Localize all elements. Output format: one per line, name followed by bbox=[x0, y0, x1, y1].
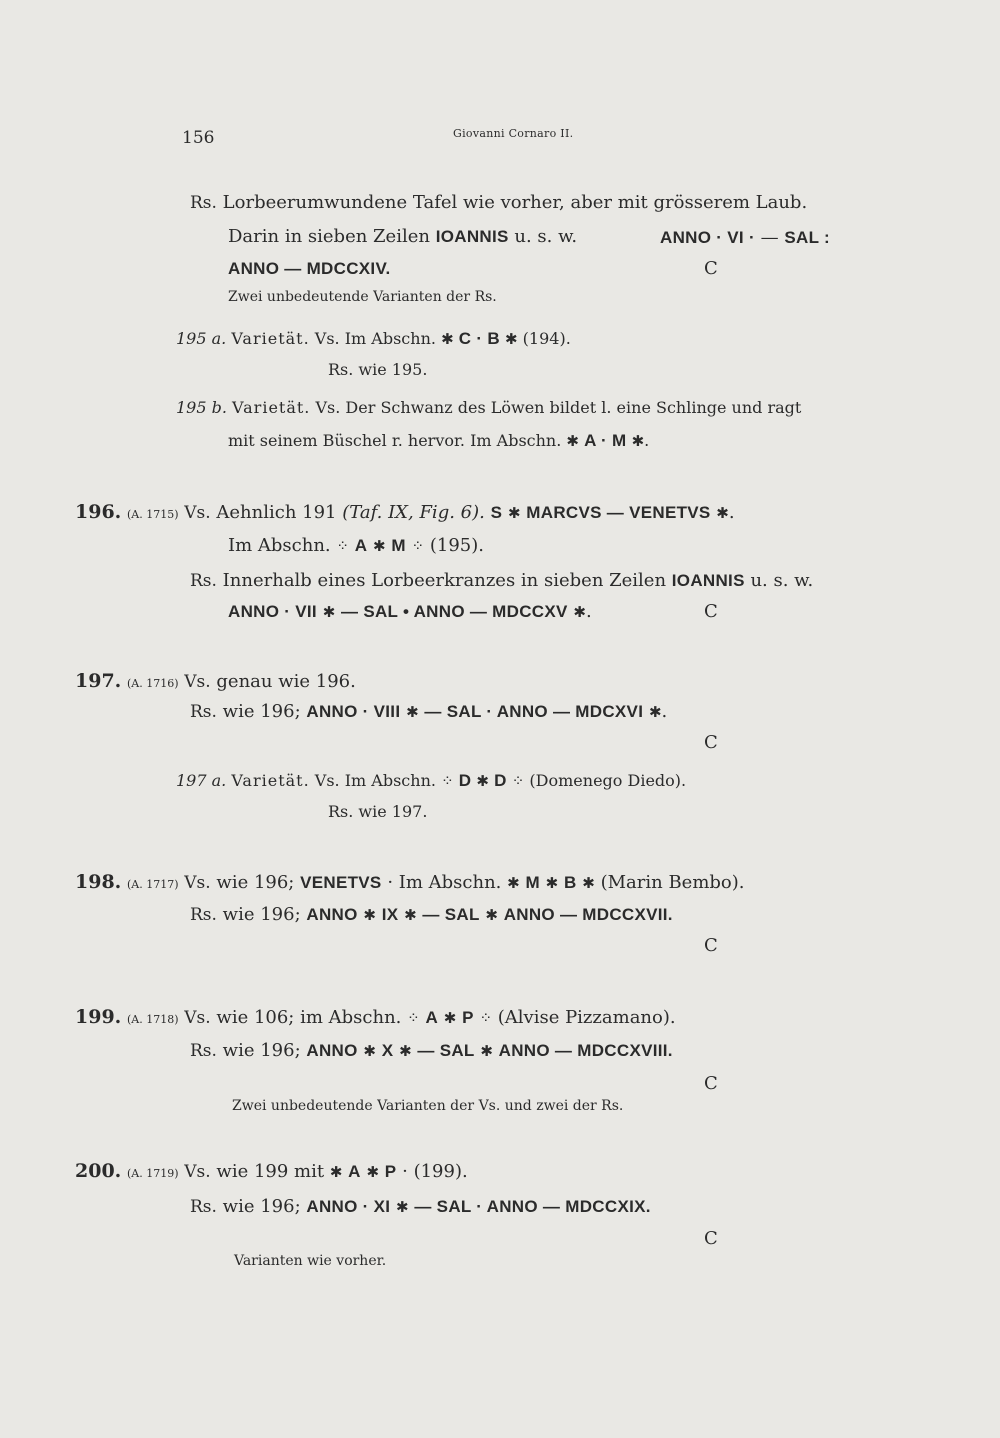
variety-label: Varietät. bbox=[232, 398, 311, 417]
entry-year: (A. 1719) bbox=[127, 1167, 179, 1180]
dots-icon: ⁘ bbox=[411, 537, 425, 555]
note: Zwei unbedeutende Varianten der Rs. bbox=[228, 289, 497, 305]
text: wie 106; im Abschn. bbox=[216, 1007, 402, 1028]
legend: — SAL · ANNO — MDCCXIX. bbox=[414, 1197, 651, 1216]
note: Varianten wie vorher. bbox=[234, 1253, 387, 1269]
star-icon: ✱ bbox=[566, 432, 579, 450]
legend: B bbox=[563, 873, 577, 892]
legend: ANNO — MDCCXVIII. bbox=[498, 1041, 673, 1060]
entry-year: (A. 1715) bbox=[127, 508, 179, 521]
star-icon: ✱ bbox=[480, 1042, 493, 1060]
legend: X bbox=[381, 1041, 394, 1060]
legend: ANNO bbox=[306, 905, 358, 924]
page-number: 156 bbox=[182, 128, 215, 148]
entry-number: 200. bbox=[75, 1160, 122, 1182]
punct: . bbox=[661, 701, 668, 722]
ref: (195). bbox=[429, 535, 484, 556]
rarity: C bbox=[704, 258, 718, 279]
rarity: C bbox=[704, 601, 718, 622]
dots-icon: ⁘ bbox=[479, 1009, 493, 1027]
legend: P bbox=[384, 1162, 397, 1181]
star-icon: ✱ bbox=[404, 906, 417, 924]
text: · Im Abschn. bbox=[387, 872, 502, 893]
legend: D bbox=[494, 771, 507, 790]
legend-ioannis: IOANNIS bbox=[671, 571, 745, 590]
punct: . bbox=[585, 601, 592, 622]
legend-sal: SAL : bbox=[784, 228, 830, 247]
entry-200-rs bbox=[190, 1198, 651, 1216]
rarity: C bbox=[704, 732, 718, 753]
entry-year: (A. 1716) bbox=[127, 677, 179, 690]
legend: ANNO — MDCCXVII. bbox=[503, 905, 673, 924]
entry-199 bbox=[75, 1008, 676, 1027]
text: Innerhalb eines Lorbeerkranzes in sieben Zeilen bbox=[222, 570, 667, 591]
reverse-description-line bbox=[190, 194, 807, 212]
text: u. s. w. bbox=[750, 570, 814, 591]
text: Vs. Im Abschn. bbox=[314, 329, 436, 348]
star-icon: ✱ bbox=[363, 1042, 376, 1060]
star-icon: ✱ bbox=[396, 1198, 409, 1216]
plate-ref: (Taf. IX, Fig. 6). bbox=[342, 502, 485, 523]
legend-ioannis: IOANNIS bbox=[435, 227, 509, 246]
rarity: C bbox=[704, 935, 718, 956]
entry-year: (A. 1718) bbox=[127, 1013, 179, 1026]
variety-197a bbox=[176, 772, 686, 789]
star-icon: ✱ bbox=[545, 874, 559, 892]
name: (Domenego Diedo). bbox=[529, 771, 687, 790]
vs-label: Vs. bbox=[184, 1162, 211, 1182]
star-icon: ✱ bbox=[363, 906, 376, 924]
entry-196-exergue bbox=[228, 537, 484, 555]
star-icon: ✱ bbox=[631, 432, 645, 450]
entry-198 bbox=[75, 873, 745, 892]
legend: C · B bbox=[458, 329, 500, 348]
star-icon: ✱ bbox=[476, 772, 489, 790]
rs-label: Rs. bbox=[190, 193, 217, 213]
legend: IX bbox=[381, 905, 399, 924]
star-icon: ✱ bbox=[573, 603, 586, 621]
entry-number: 199. bbox=[75, 1006, 122, 1028]
variety-195a-rs: Rs. wie 195. bbox=[328, 360, 428, 379]
rarity: C bbox=[704, 1228, 718, 1249]
entry-number: 195 a. bbox=[176, 329, 227, 348]
legend: — SAL bbox=[422, 905, 480, 924]
star-icon: ✱ bbox=[582, 874, 595, 892]
star-icon: ✱ bbox=[507, 504, 521, 522]
text: wie 196; bbox=[222, 1196, 301, 1217]
entry-197 bbox=[75, 672, 356, 691]
legend-date: ANNO — MDCCXIV. bbox=[228, 259, 391, 278]
variety-195b-cont bbox=[228, 432, 649, 449]
legend: VENETVS bbox=[300, 873, 382, 892]
rs-label: Rs. bbox=[190, 1041, 217, 1061]
star-icon: ✱ bbox=[716, 504, 729, 522]
dash: — bbox=[760, 227, 779, 248]
rarity: C bbox=[704, 1073, 718, 1094]
star-icon: ✱ bbox=[373, 537, 386, 555]
legend: S bbox=[490, 503, 503, 522]
punct: . bbox=[728, 502, 735, 523]
text: Vs. Im Abschn. bbox=[314, 771, 436, 790]
rs-label: Rs. bbox=[190, 702, 217, 722]
variety-label: Varietät. bbox=[231, 771, 310, 790]
legend-end bbox=[660, 229, 830, 247]
legend: — SAL • ANNO — MDCCXV bbox=[341, 602, 568, 621]
name: (Alvise Pizzamano). bbox=[497, 1007, 676, 1028]
variety-197a-rs: Rs. wie 197. bbox=[328, 802, 428, 821]
legend: — SAL bbox=[417, 1041, 475, 1060]
star-icon: ✱ bbox=[366, 1163, 380, 1181]
rs-label: Rs. bbox=[190, 905, 217, 925]
text: wie 196; bbox=[216, 872, 295, 893]
rs-label: Rs. bbox=[190, 571, 217, 591]
text: Vs. Der Schwanz des Löwen bildet l. eine Schlinge und ragt bbox=[315, 398, 802, 417]
legend: ANNO · VIII bbox=[306, 702, 401, 721]
legend: MARCVS — VENETVS bbox=[526, 503, 711, 522]
ref: (194). bbox=[522, 329, 571, 348]
star-icon: ✱ bbox=[507, 874, 520, 892]
star-icon: ✱ bbox=[505, 330, 518, 348]
entry-199-rs bbox=[190, 1042, 673, 1060]
legend-anno: ANNO · VI · bbox=[660, 228, 755, 247]
text: mit seinem Büschel r. hervor. Im Abschn. bbox=[228, 431, 562, 450]
entry-number: 197. bbox=[75, 670, 122, 692]
star-icon: ✱ bbox=[406, 703, 419, 721]
entry-196-rs-cont bbox=[228, 603, 592, 621]
rs-label: Rs. bbox=[190, 1197, 217, 1217]
legend: ANNO bbox=[306, 1041, 358, 1060]
ref: · (199). bbox=[402, 1161, 468, 1182]
entry-number: 198. bbox=[75, 871, 122, 893]
dots-icon: ⁘ bbox=[407, 1009, 420, 1027]
star-icon: ✱ bbox=[329, 1163, 343, 1181]
entry-196-rs bbox=[190, 572, 813, 590]
entry-number: 196. bbox=[75, 501, 122, 523]
entry-196 bbox=[75, 503, 735, 522]
text: wie 196; bbox=[222, 701, 301, 722]
variety-label: Varietät. bbox=[231, 329, 310, 348]
entry-year: (A. 1717) bbox=[127, 878, 179, 891]
legend: A bbox=[348, 1162, 361, 1181]
reverse-legend-line bbox=[228, 228, 577, 246]
star-icon: ✱ bbox=[322, 603, 336, 621]
vs-label: Vs. bbox=[184, 873, 211, 893]
text: Darin in sieben Zeilen bbox=[228, 226, 430, 247]
text: genau wie 196. bbox=[216, 671, 356, 692]
text: Im Abschn. bbox=[228, 535, 331, 556]
variety-195a bbox=[176, 330, 571, 347]
vs-label: Vs. bbox=[184, 503, 211, 523]
entry-200 bbox=[75, 1162, 468, 1181]
star-icon: ✱ bbox=[485, 906, 498, 924]
entry-number: 197 a. bbox=[176, 771, 227, 790]
entry-198-rs bbox=[190, 906, 673, 924]
star-icon: ✱ bbox=[443, 1009, 457, 1027]
legend: D bbox=[458, 771, 472, 790]
star-icon: ✱ bbox=[399, 1042, 412, 1060]
text: wie 196; bbox=[222, 1040, 301, 1061]
vs-label: Vs. bbox=[184, 672, 211, 692]
legend: A · M bbox=[584, 431, 627, 450]
text: wie 199 mit bbox=[216, 1161, 325, 1182]
legend: M bbox=[525, 873, 540, 892]
star-icon: ✱ bbox=[441, 330, 454, 348]
legend: ANNO · XI bbox=[306, 1197, 391, 1216]
legend: — SAL · ANNO — MDCXVI bbox=[424, 702, 644, 721]
star-icon: ✱ bbox=[648, 703, 662, 721]
running-title: Giovanni Cornaro II. bbox=[453, 127, 574, 140]
dots-icon: ⁘ bbox=[336, 537, 349, 555]
entry-number: 195 b. bbox=[176, 398, 227, 417]
text: wie 196; bbox=[222, 904, 301, 925]
dots-icon: ⁘ bbox=[441, 772, 454, 790]
punct: . bbox=[644, 431, 650, 450]
legend: P bbox=[462, 1008, 474, 1027]
name: (Marin Bembo). bbox=[600, 872, 745, 893]
text: Aehnlich 191 bbox=[216, 502, 337, 523]
legend: M bbox=[391, 536, 406, 555]
vs-label: Vs. bbox=[184, 1008, 211, 1028]
legend: A bbox=[425, 1008, 439, 1027]
note: Zwei unbedeutende Varianten der Vs. und zwei der Rs. bbox=[232, 1098, 624, 1114]
legend: ANNO · VII bbox=[228, 602, 317, 621]
legend: A bbox=[354, 536, 368, 555]
variety-195b bbox=[176, 400, 801, 416]
entry-197-rs bbox=[190, 703, 667, 721]
text: u. s. w. bbox=[514, 226, 578, 247]
dots-icon: ⁘ bbox=[511, 772, 525, 790]
text: Lorbeerumwundene Tafel wie vorher, aber mit grösserem Laub. bbox=[222, 192, 808, 213]
